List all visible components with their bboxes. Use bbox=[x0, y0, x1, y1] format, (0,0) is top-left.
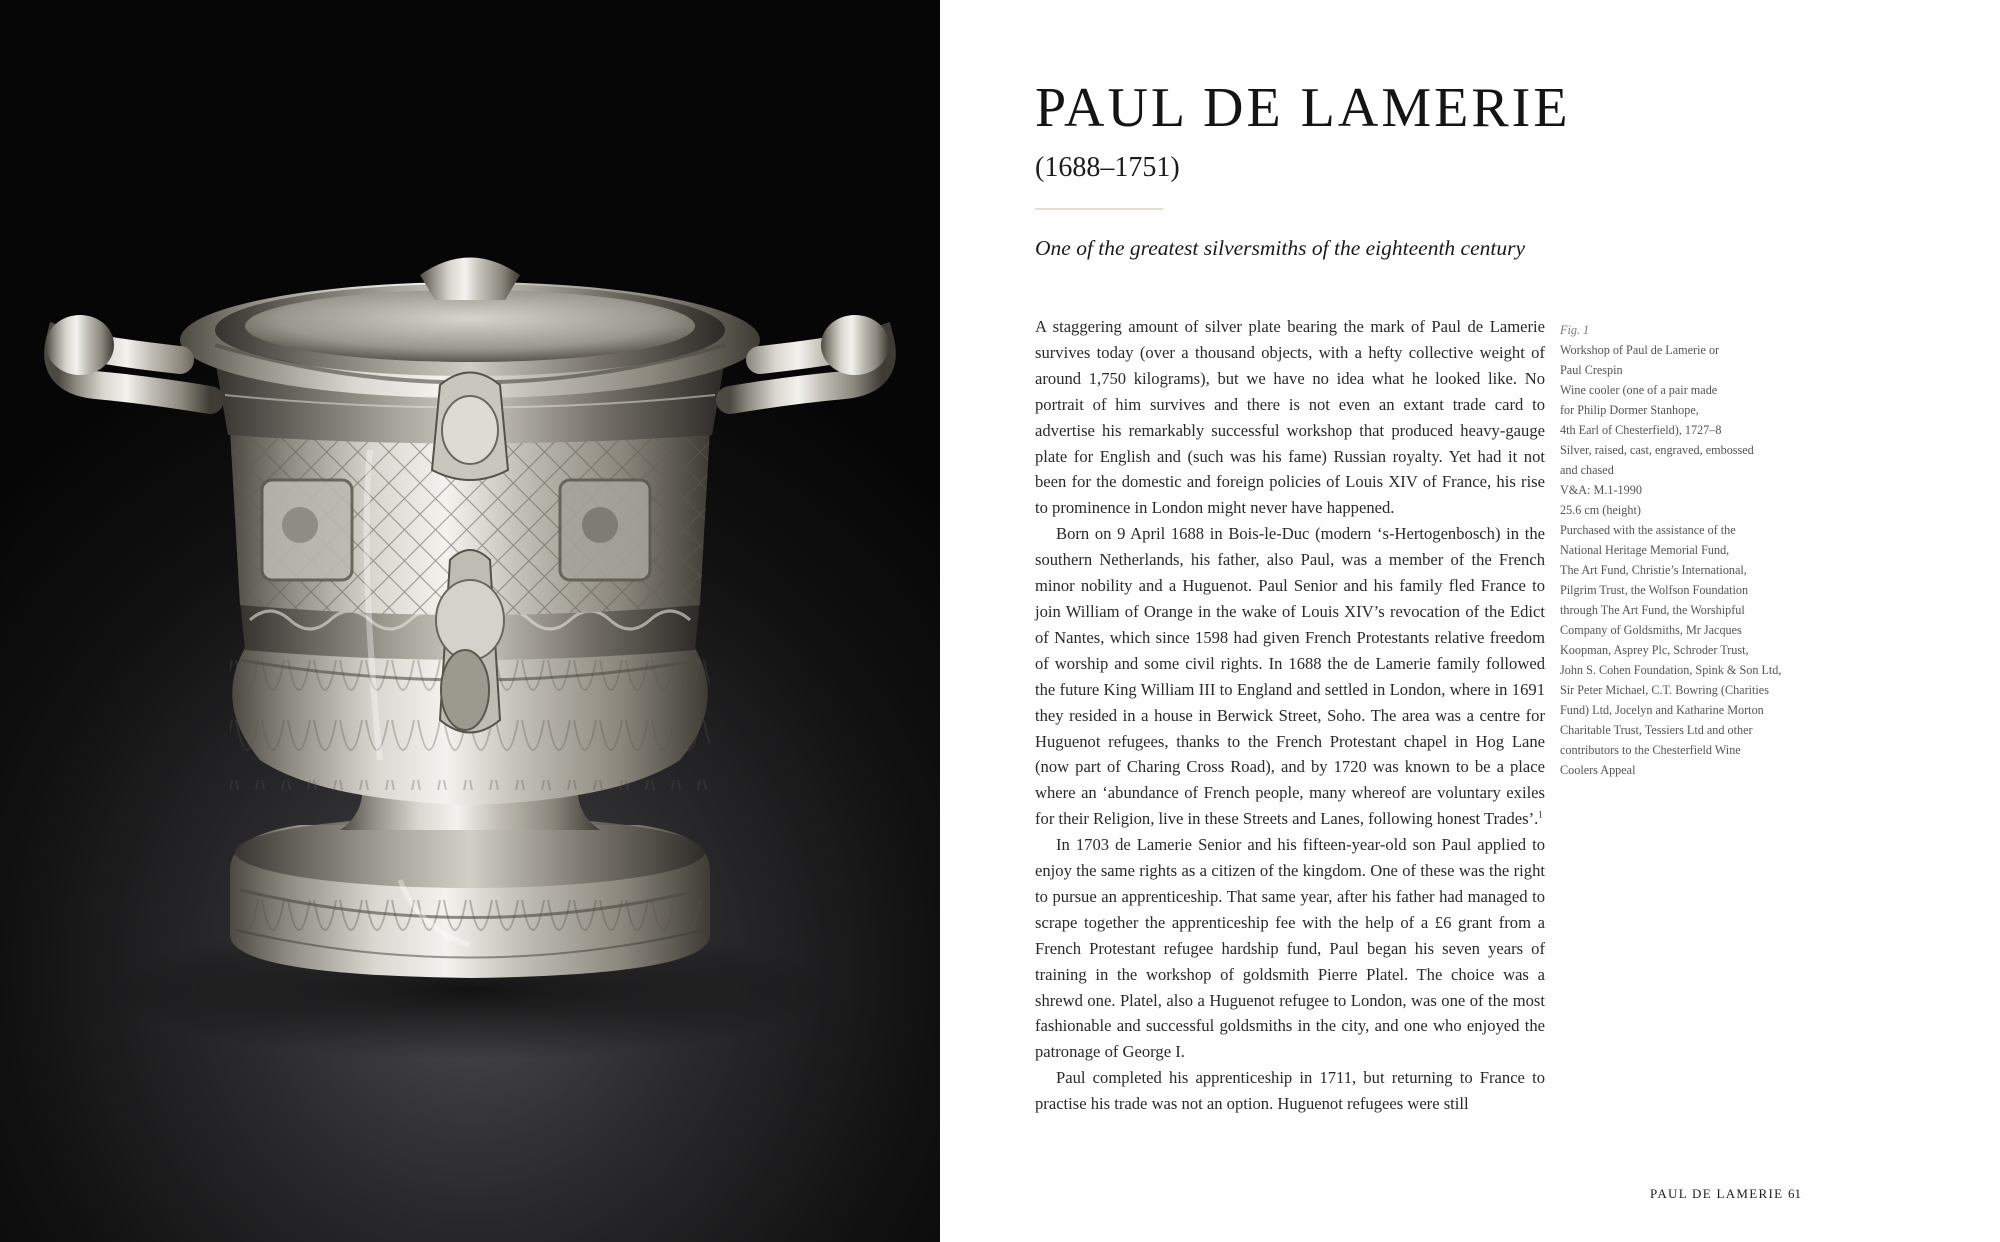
caption-line: National Heritage Memorial Fund, bbox=[1560, 543, 1730, 557]
body-paragraph bbox=[1035, 521, 1545, 832]
caption-line: for Philip Dormer Stanhope, bbox=[1560, 403, 1699, 417]
caption-line: Company of Goldsmiths, Mr Jacques bbox=[1560, 623, 1742, 637]
caption-line: V&A: M.1-1990 bbox=[1560, 483, 1642, 497]
caption-line: Sir Peter Michael, C.T. Bowring (Charities bbox=[1560, 683, 1769, 697]
caption-line: 25.6 cm (height) bbox=[1560, 503, 1641, 517]
caption-line: Coolers Appeal bbox=[1560, 763, 1636, 777]
caption-line: Pilgrim Trust, the Wolfson Foundation bbox=[1560, 583, 1749, 597]
title-divider bbox=[1035, 208, 1163, 210]
body-text bbox=[1035, 314, 1545, 1117]
body-paragraph-text: Born on 9 April 1688 in Bois-le-Duc (modern ‘s-Hertogenbosch) in the southern Netherlands, his father, also Paul, was a member of the French minor nobility and a Huguenot. Paul Senior and his family fled France to join William of Orange in the wake of Louis XIV’s revocation of the Edict of Nantes, which since 1598 had given French Protestants relative freedom of worship and some civil rights. In 1688 the de Lamerie family followed the future King William III to England and settled in London, where in 1691 they resided in a house in Berwick Street, Soho. The area was a centre for Huguenot refugees, thanks to the French Protestant chapel in Hog Lane (now part of Charing Cross Road), and by 1720 was known to be a place where an ‘abundance of French people, many whereof are voluntary exiles for their Religion, live in these Streets and Lanes, following honest Trades’. bbox=[1035, 524, 1545, 829]
caption-line: Paul Crespin bbox=[1560, 363, 1623, 377]
caption-line: Silver, raised, cast, engraved, embossed bbox=[1560, 443, 1754, 457]
figure-label: Fig. 1 bbox=[1560, 323, 1590, 337]
life-dates: (1688–1751) bbox=[1035, 152, 1180, 183]
caption-line: contributors to the Chesterfield Wine bbox=[1560, 743, 1741, 757]
caption-line: Koopman, Asprey Plc, Schroder Trust, bbox=[1560, 643, 1749, 657]
body-paragraph: A staggering amount of silver plate bearing the mark of Paul de Lamerie survives today (over a thousand objects, with a hefty collective weight of around 1,750 kilograms), but we have no idea what he looked like. No portrait of him survives and there is not even an extant trade card to advertise his remarkably successful workshop that produced heavy-gauge plate for English and (such was his fame) Russian royalty. Yet had it not been for the domestic and foreign policies of Louis XIV of France, his rise to prominence in London might never have happened. bbox=[1035, 317, 1545, 518]
wine-cooler-photo bbox=[0, 0, 940, 1242]
body-paragraph: Paul completed his apprenticeship in 1711, but returning to France to practise his trade was not an option. Huguenot refugees were still bbox=[1035, 1068, 1545, 1114]
caption-line: The Art Fund, Christie’s International, bbox=[1560, 563, 1747, 577]
chapter-subtitle: One of the greatest silversmiths of the eighteenth century bbox=[1035, 236, 1526, 260]
caption-line: Fund) Ltd, Jocelyn and Katharine Morton bbox=[1560, 703, 1764, 717]
footnote-marker: 1 bbox=[1538, 809, 1543, 820]
caption-line: Wine cooler (one of a pair made bbox=[1560, 383, 1718, 397]
caption-line: 4th Earl of Chesterfield), 1727–8 bbox=[1560, 423, 1722, 437]
caption-line: and chased bbox=[1560, 463, 1614, 477]
page-number: 61 bbox=[1788, 1186, 1801, 1201]
wine-cooler-illustration bbox=[0, 0, 940, 1242]
caption-line: Purchased with the assistance of the bbox=[1560, 523, 1736, 537]
caption-line: Workshop of Paul de Lamerie or bbox=[1560, 343, 1720, 357]
caption-line: Charitable Trust, Tessiers Ltd and other bbox=[1560, 723, 1753, 737]
body-paragraph: In 1703 de Lamerie Senior and his fifteen-year-old son Paul applied to enjoy the same rights as a citizen of the kingdom. One of these was the right to pursue an apprenticeship. That same year, after his father had managed to scrape together the apprenticeship fee with the help of a £6 grant from a French Protestant refugee hardship fund, Paul began his seven years of training in the workshop of goldsmith Pierre Platel. The choice was a shrewd one. Platel, also a Huguenot refugee to London, was one of the most fashionable and successful goldsmiths in the city, and one who enjoyed the patronage of George I. bbox=[1035, 835, 1545, 1062]
figure-caption bbox=[1560, 320, 1830, 780]
caption-line: John S. Cohen Foundation, Spink & Son Ltd, bbox=[1560, 663, 1782, 677]
chapter-title: PAUL DE LAMERIE bbox=[1035, 77, 1571, 139]
running-head: PAUL DE LAMERIE bbox=[1650, 1186, 1784, 1201]
caption-line: through The Art Fund, the Worshipful bbox=[1560, 603, 1745, 617]
text-page bbox=[940, 0, 2000, 1242]
